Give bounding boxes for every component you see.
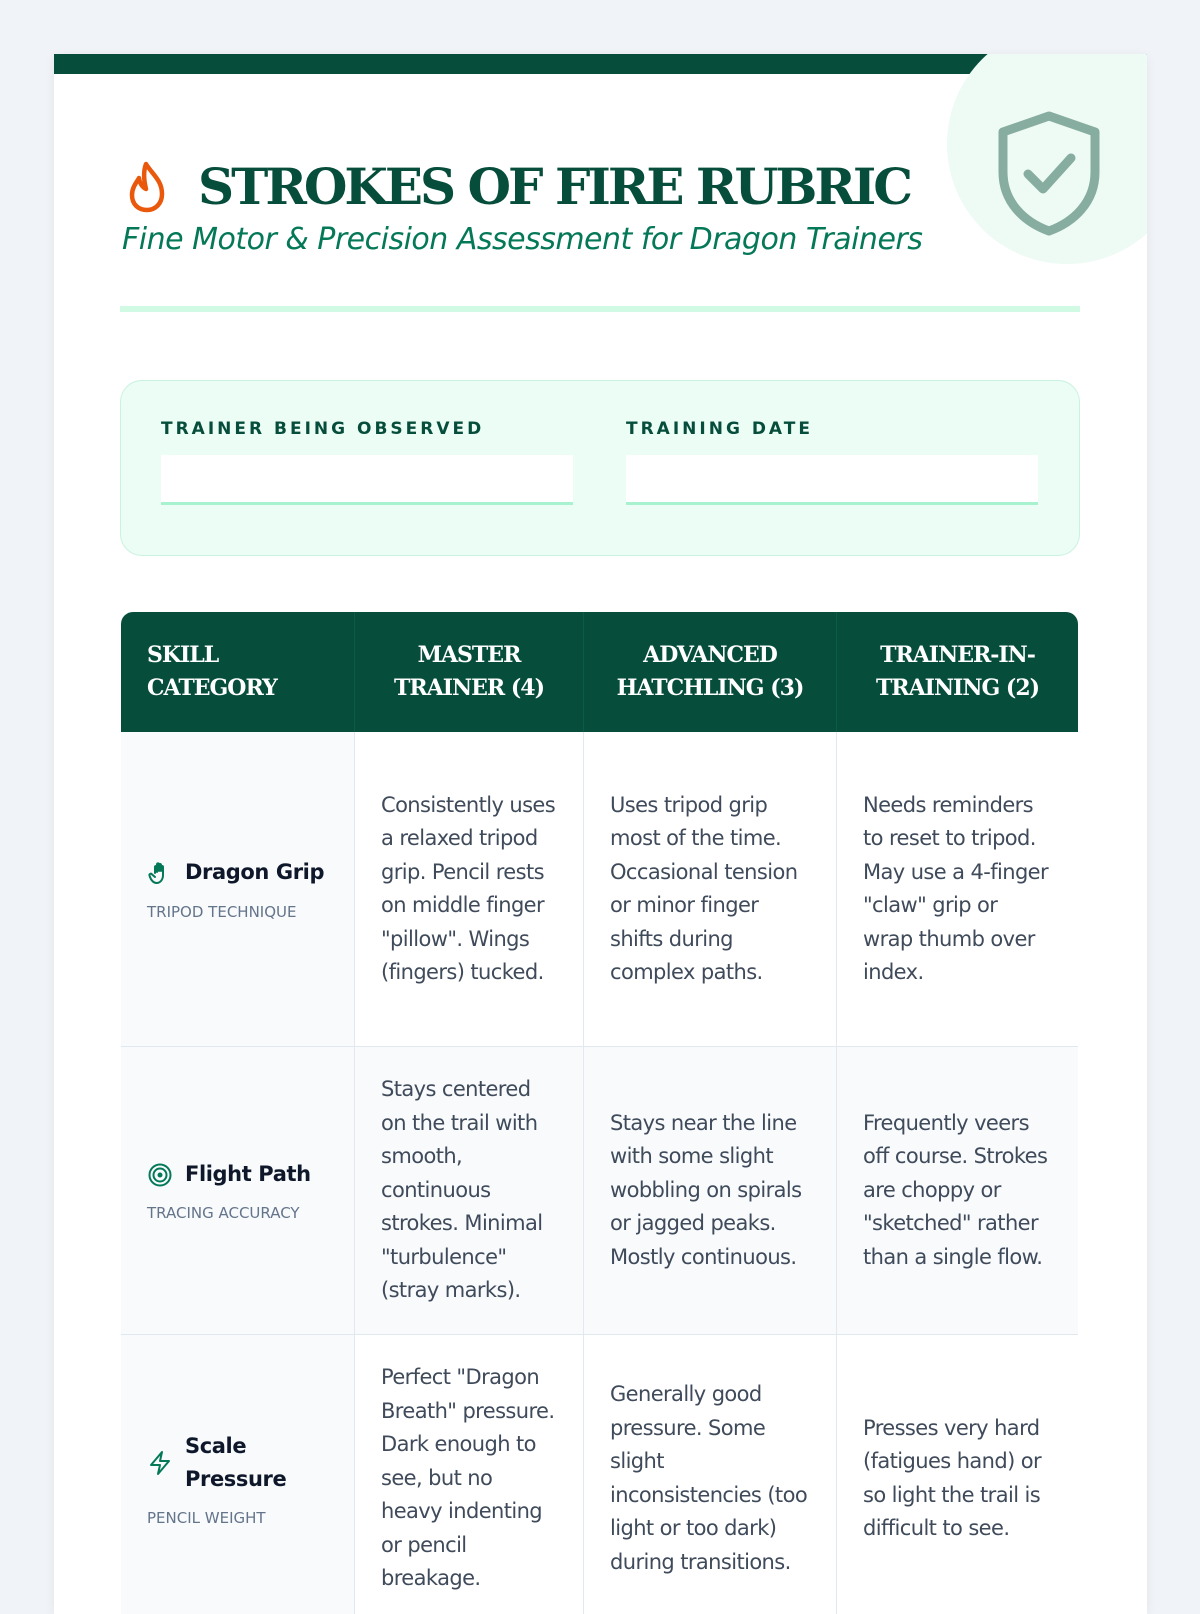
title-row [124, 146, 910, 226]
page-title: STROKES OF FIRE RUBRIC [198, 156, 911, 216]
category-subtitle: TRACING ACCURACY [147, 1204, 300, 1223]
lightning-icon [147, 1450, 173, 1476]
column-header-advanced: ADVANCED HATCHLING (3) [584, 612, 837, 732]
category-subtitle: PENCIL WEIGHT [147, 1508, 266, 1527]
category-cell [121, 1047, 355, 1335]
target-icon [147, 1162, 173, 1188]
category-title [147, 1430, 328, 1496]
category-subtitle: TRIPOD TECHNIQUE [147, 902, 297, 921]
rubric-cell-advanced: Uses tripod grip most of the time. Occasional tension or minor finger shifts during complex paths. [584, 732, 837, 1047]
column-header-trainee: TRAINER-IN-TRAINING (2) [837, 612, 1078, 732]
category-title [147, 856, 328, 890]
column-header-skill: SKILL CATEGORY [121, 612, 355, 732]
table-row [121, 1047, 1078, 1335]
category-name: Scale Pressure [185, 1433, 287, 1491]
trainer-label: TRAINER BEING OBSERVED [161, 419, 485, 439]
table-row [121, 732, 1078, 1047]
trainer-info-box [120, 380, 1080, 556]
rubric-cell-master: Perfect "Dragon Breath" pressure. Dark enough to see, but no heavy indenting or pencil breakage. [355, 1335, 584, 1614]
date-label: TRAINING DATE [626, 419, 813, 439]
rubric-table [121, 612, 1078, 1614]
rubric-cell-advanced: Generally good pressure. Some slight inconsistencies (too light or too dark) during transitions. [584, 1335, 837, 1614]
rubric-cell-trainee: Presses very hard (fatigues hand) or so light the trail is difficult to see. [837, 1335, 1078, 1614]
trainer-field-group [161, 419, 573, 505]
date-field-group [626, 419, 1038, 505]
trainer-input[interactable] [161, 455, 573, 505]
page-subtitle: Fine Motor & Precision Assessment for Dragon Trainers [122, 222, 923, 257]
category-name: Dragon Grip [185, 860, 325, 885]
fire-icon [124, 158, 172, 214]
rubric-cell-master: Stays centered on the trail with smooth, continuous strokes. Minimal "turbulence" (stray marks). [355, 1047, 584, 1335]
table-row [121, 1335, 1078, 1614]
header-divider [120, 306, 1080, 312]
category-cell [121, 1335, 355, 1614]
category-name: Flight Path [185, 1161, 311, 1186]
date-input[interactable] [626, 455, 1038, 505]
rubric-page [54, 54, 1147, 1614]
shield-check-icon [994, 110, 1104, 236]
header-row [121, 612, 1078, 732]
category-title [147, 1158, 328, 1192]
hand-icon [147, 860, 173, 886]
rubric-cell-master: Consistently uses a relaxed tripod grip. Pencil rests on middle finger "pillow". Wings (fingers) tucked. [355, 732, 584, 1047]
column-header-master: MASTER TRAINER (4) [355, 612, 584, 732]
rubric-cell-trainee: Needs reminders to reset to tripod. May use a 4-finger "claw" grip or wrap thumb over index. [837, 732, 1078, 1047]
rubric-cell-trainee: Frequently veers off course. Strokes are choppy or "sketched" rather than a single flow. [837, 1047, 1078, 1335]
category-cell [121, 732, 355, 1047]
rubric-cell-advanced: Stays near the line with some slight wobbling on spirals or jagged peaks. Mostly continuous. [584, 1047, 837, 1335]
